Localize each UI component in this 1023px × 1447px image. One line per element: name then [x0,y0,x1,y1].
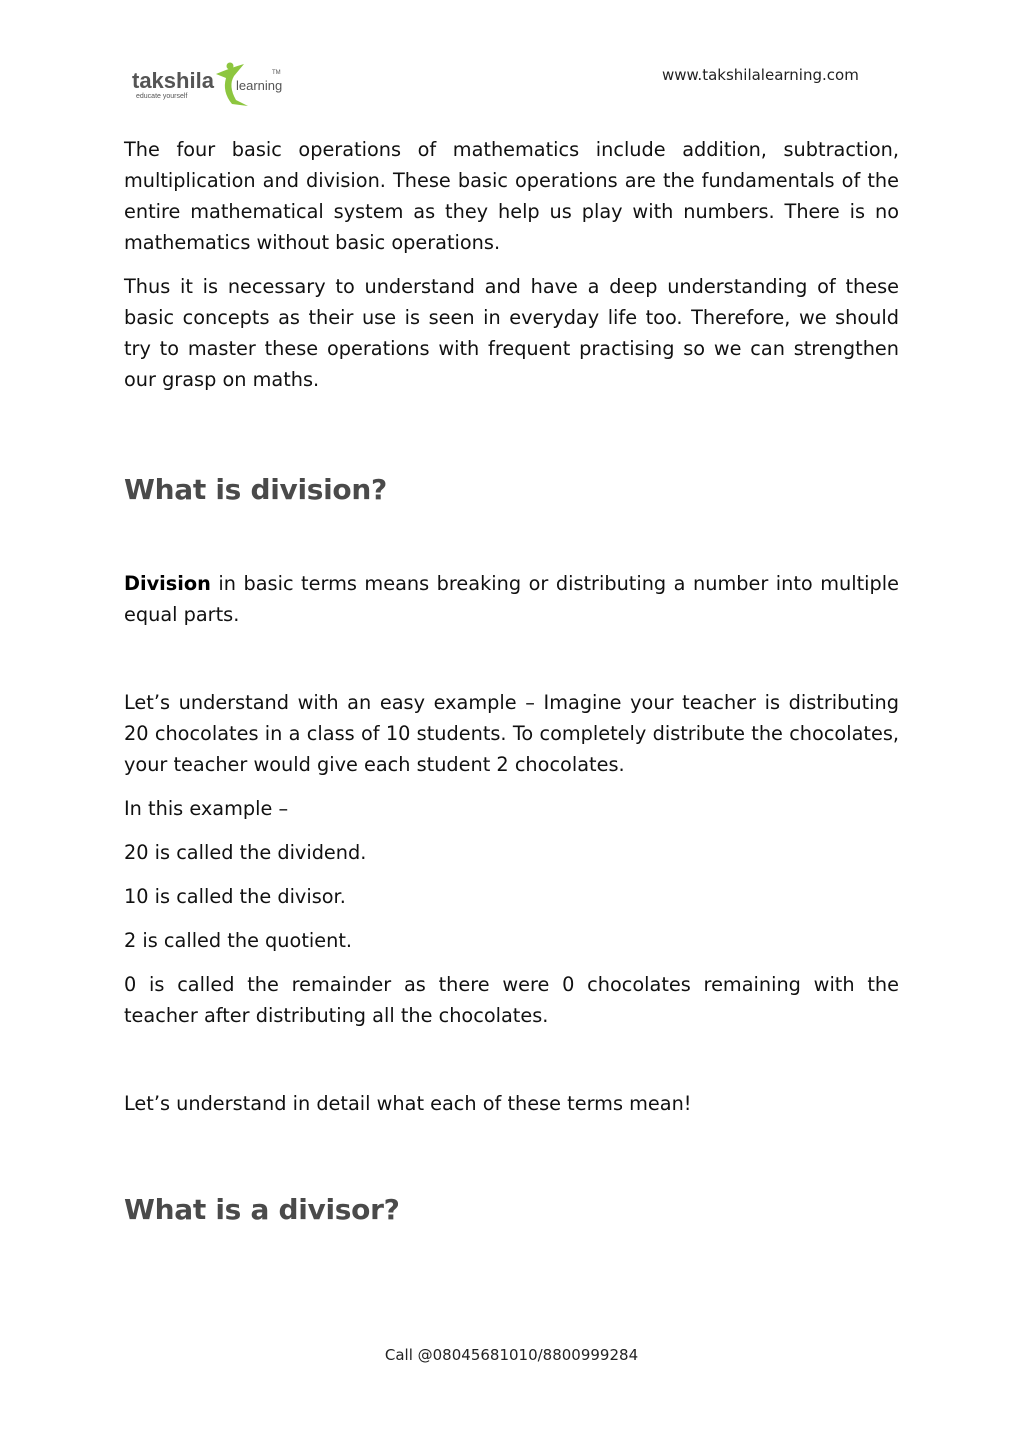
header-url[interactable]: www.takshilalearning.com [662,66,859,84]
divisor-line: 10 is called the divisor. [124,885,346,908]
section-heading-divisor: What is a divisor? [124,1193,400,1226]
intro-paragraph-1: The four basic operations of mathematics include addition, subtraction, multiplication and division. These basic operations are the fundamentals of the entire mathematical system as they help us play with numbers. There is no mathematics without basic operations. [124,138,899,254]
dividend-line: 20 is called the dividend. [124,841,367,864]
division-term: Division [124,572,211,595]
quotient-line: 2 is called the quotient. [124,929,353,952]
footer-contact: Call @08045681010/8800999284 [384,1346,639,1364]
example-paragraph: Let’s understand with an easy example – Imagine your teacher is distributing 20 chocolates in a class of 10 students. To completely distribute the chocolates, your teacher would give each student 2 chocolates. [124,691,899,776]
logo-wordmark: takshila [132,68,214,93]
remainder-paragraph: 0 is called the remainder as there were 0 chocolates remaining with the teacher after distributing all the chocolates. [124,973,899,1027]
logo-tagline: educate yourself [136,93,188,100]
main-content [124,134,899,1226]
logo-trademark: TM [272,70,281,76]
intro-paragraph-2: Thus it is necessary to understand and have a deep understanding of these basic concepts as their use is seen in everyday life too. Therefore, we should try to master these operations with frequent practising so we can strengthen our grasp on maths. [124,275,899,391]
in-example-line: In this example – [124,797,289,820]
division-definition-text: in basic terms means breaking or distributing a number into multiple equal parts. [124,572,899,626]
section-heading-division: What is division? [124,473,387,506]
closing-line: Let’s understand in detail what each of these terms mean! [124,1092,692,1115]
division-definition [124,568,899,630]
logo-learning-text: learning [236,78,283,93]
takshila-logo[interactable] [130,56,290,112]
